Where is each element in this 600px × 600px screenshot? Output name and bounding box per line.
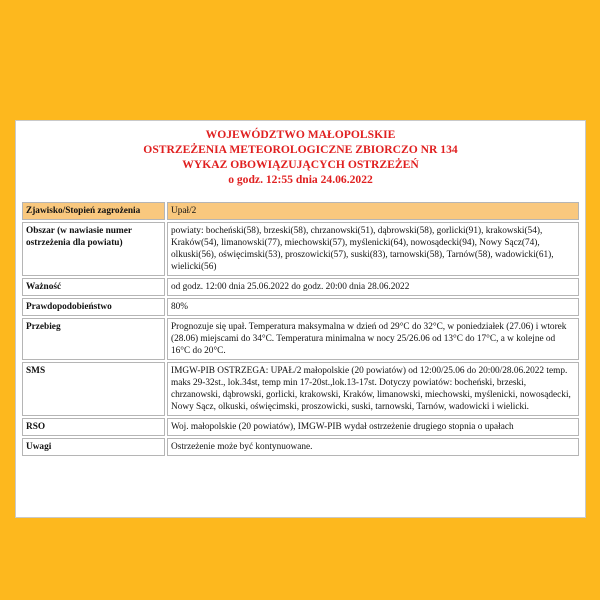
warning-table — [20, 200, 581, 458]
region-title: WOJEWÓDZTWO MAŁOPOLSKIE — [205, 128, 396, 141]
table-row — [22, 438, 579, 456]
table-row — [22, 278, 579, 296]
row-label: Uwagi — [22, 438, 165, 456]
document-header — [20, 125, 581, 202]
row-label: RSO — [22, 418, 165, 436]
row-value: Ostrzeżenie może być kontynuowane. — [167, 438, 579, 456]
table-row — [22, 362, 579, 416]
row-value: Woj. małopolskie (20 powiatów), IMGW-PIB wydał ostrzeżenie drugiego stopnia o upałach — [167, 418, 579, 436]
bulletin-title: OSTRZEŻENIA METEOROLOGICZNE ZBIORCZO NR 134 — [143, 143, 458, 156]
row-label: Przebieg — [22, 318, 165, 360]
warning-document — [15, 120, 586, 518]
table-row — [22, 318, 579, 360]
row-value: od godz. 12:00 dnia 25.06.2022 do godz. 20:00 dnia 28.06.2022 — [167, 278, 579, 296]
row-value: Prognozuje się upał. Temperatura maksymalna w dzień od 29°C do 32°C, w poniedziałek (27.06) i wtorek (28.06) miejscami do 34°C. Temperatura minimalna w nocy 25/26.06 od 13°C do 17°C, a w kolejne od 16°C do 20°C. — [167, 318, 579, 360]
row-value: powiaty: bocheński(58), brzeski(58), chrzanowski(51), dąbrowski(58), gorlicki(91), krakowski(54), Kraków(54), limanowski(77), miechowski(57), myślenicki(64), nowosądecki(94), Nowy Sącz(74), olkuski(56), oświęcimski(53), proszowicki(57), suski(83), tarnowski(58), Tarnów(58), wadowicki(61), wielicki(56) — [167, 222, 579, 276]
row-label: Zjawisko/Stopień zagrożenia — [22, 202, 165, 220]
row-value: Upał/2 — [167, 202, 579, 220]
table-row — [22, 222, 579, 276]
row-label: Obszar (w nawiasie numer ostrzeżenia dla powiatu) — [22, 222, 165, 276]
row-value: 80% — [167, 298, 579, 316]
table-row — [22, 418, 579, 436]
row-label: Prawdopodobieństwo — [22, 298, 165, 316]
row-value: IMGW-PIB OSTRZEGA: UPAŁ/2 małopolskie (20 powiatów) od 12:00/25.06 do 20:00/28.06.2022 temp. maks 29-32st., lok.34st, temp min 17-20st.,lok.13-17st. Dotyczy powiatów: bocheński, brzeski, chrzanowski, dąbrowski, gorlicki, krakowski, Kraków, limanowski, miechowski, myślenicki, nowosądecki, Nowy Sącz, olkuski, oświęcimski, proszowicki, suski, tarnowski, Tarnów, wadowicki i wielicki. — [167, 362, 579, 416]
table-row — [22, 298, 579, 316]
issue-time: o godz. 12:55 dnia 24.06.2022 — [228, 173, 373, 186]
row-label: SMS — [22, 362, 165, 416]
table-row — [22, 202, 579, 220]
list-title: WYKAZ OBOWIĄZUJĄCYCH OSTRZEŻEŃ — [182, 158, 419, 171]
row-label: Ważność — [22, 278, 165, 296]
